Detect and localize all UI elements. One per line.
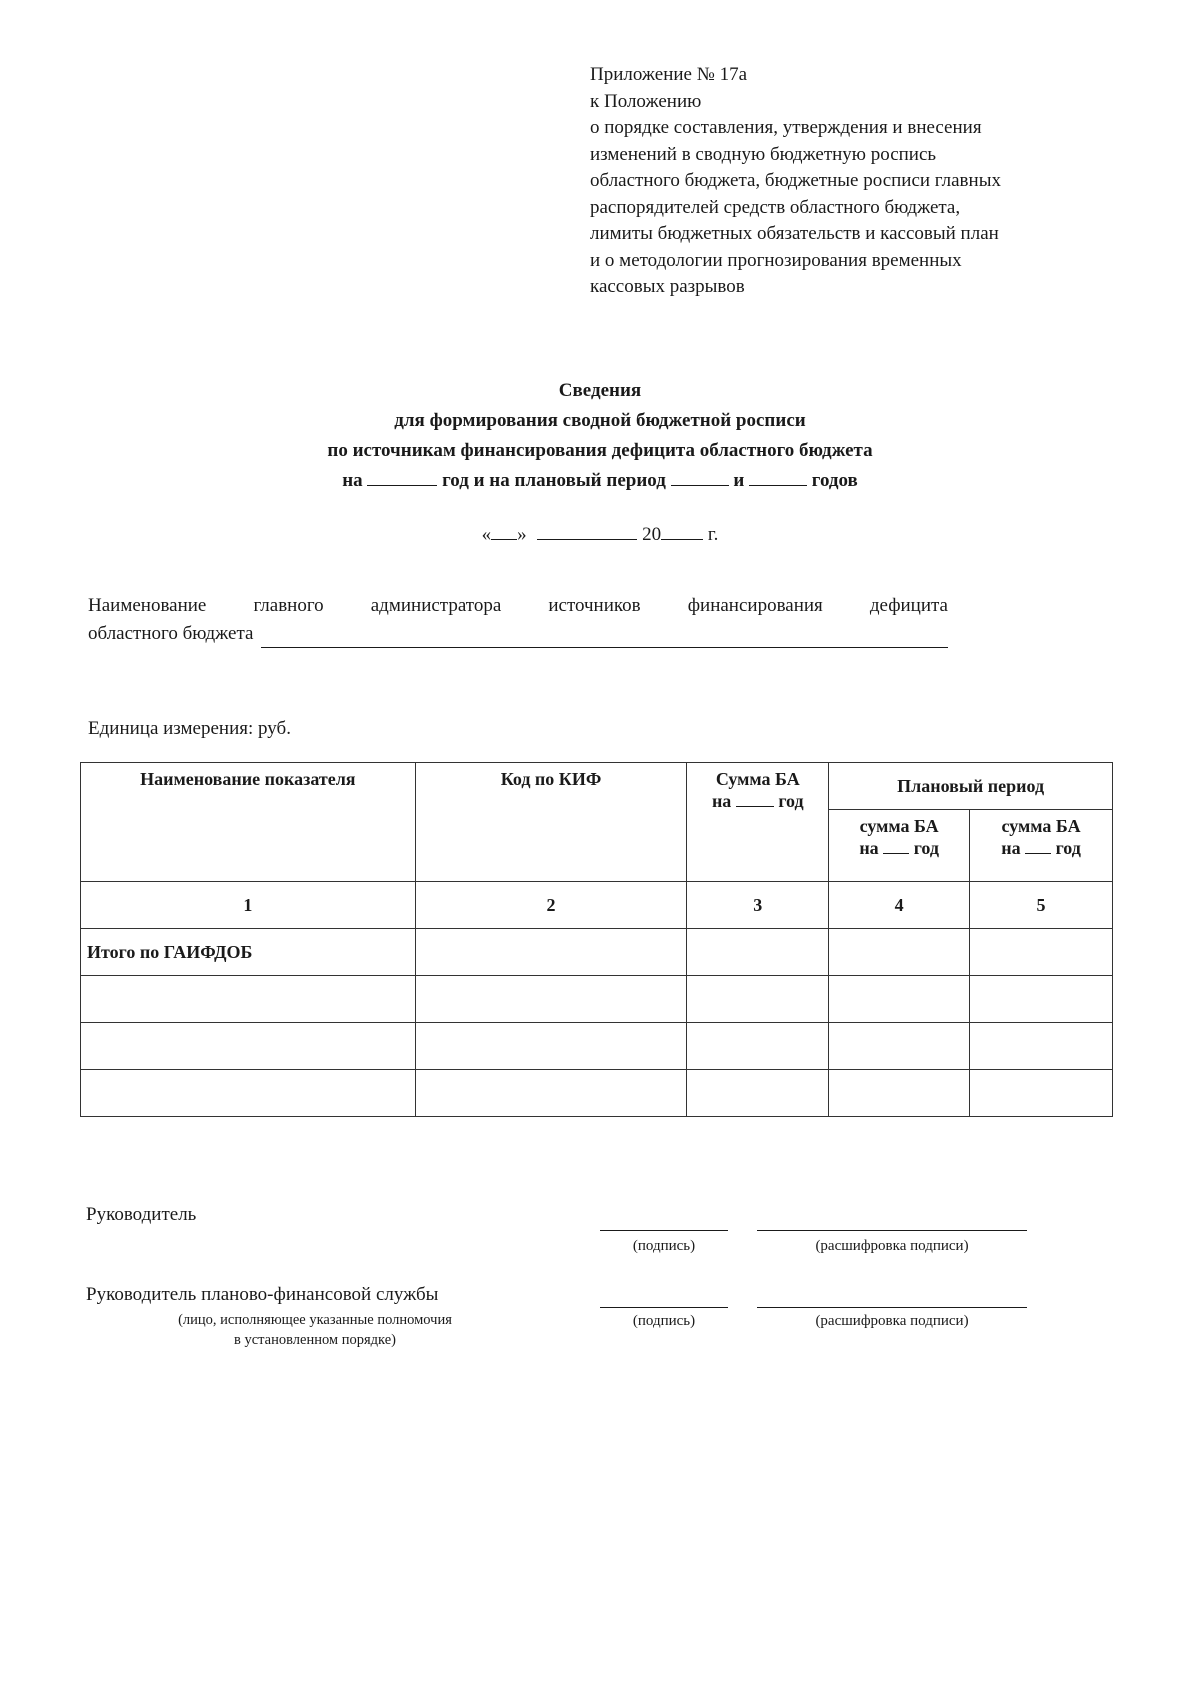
table-cell[interactable]	[687, 929, 829, 976]
annex-reference	[590, 62, 1150, 301]
annex-line: кассовых разрывов	[590, 276, 745, 297]
table-cell[interactable]	[687, 1023, 829, 1070]
column-number: 5	[970, 882, 1113, 929]
acting-person-note	[100, 1310, 530, 1350]
administrator-name-block	[88, 592, 948, 648]
title-word: год и на плановый период	[442, 470, 666, 491]
table-cell[interactable]	[81, 1070, 416, 1117]
annex-line: о порядке составления, утверждения и внесения	[590, 117, 982, 138]
finance-head-label: Руководитель планово-финансовой службы	[86, 1284, 439, 1305]
table-cell[interactable]	[415, 1023, 687, 1070]
month-field[interactable]	[537, 520, 637, 540]
label-word: администратора	[370, 595, 502, 616]
title-period-line	[0, 466, 1200, 496]
decode-caption: (расшифровка подписи)	[815, 1238, 969, 1254]
label-word: финансирования	[687, 595, 823, 616]
head-signatory-label: Руководитель	[86, 1204, 197, 1225]
budget-year-field[interactable]	[367, 466, 437, 486]
label-word: источников	[548, 595, 641, 616]
annex-line: Приложение № 17а	[590, 64, 748, 85]
day-field[interactable]	[491, 520, 517, 540]
header-plan-sum-1	[829, 810, 970, 882]
administrator-label	[88, 592, 948, 620]
column-number: 2	[415, 882, 687, 929]
table-cell[interactable]	[970, 1023, 1113, 1070]
year-field[interactable]	[661, 520, 703, 540]
head-name-line[interactable]	[757, 1230, 1027, 1231]
date-line	[0, 520, 1200, 546]
annex-line: распорядителей средств областного бюджета,	[590, 196, 961, 218]
plan-year1-field[interactable]	[671, 466, 729, 486]
plan-year2-field[interactable]	[749, 466, 807, 486]
column-number: 3	[687, 882, 829, 929]
header-text: Сумма БА	[715, 769, 800, 789]
header-text: сумма БА	[1001, 816, 1081, 836]
header-text: сумма БА	[859, 816, 939, 836]
date-quote: «	[481, 524, 492, 545]
table-cell[interactable]	[829, 929, 970, 976]
header-indicator-name: Наименование показателя	[81, 763, 416, 882]
table-cell[interactable]	[415, 929, 687, 976]
administrator-label-end: областного бюджета	[88, 623, 254, 644]
year-suffix: г.	[707, 524, 719, 545]
note-line: (лицо, исполняющее указанные полномочия	[178, 1312, 452, 1328]
decode-caption: (расшифровка подписи)	[815, 1313, 969, 1329]
signature-caption: (подпись)	[632, 1238, 696, 1254]
annex-line: и о методологии прогнозирования временных	[590, 249, 962, 271]
total-row	[81, 929, 1113, 976]
unit-of-measure: Единица измерения: руб.	[88, 718, 291, 739]
data-table	[80, 762, 1113, 1117]
note-line: в установленном порядке)	[234, 1332, 396, 1348]
label-word: Наименование	[88, 595, 207, 616]
table-cell[interactable]	[829, 976, 970, 1023]
table-cell[interactable]	[687, 1070, 829, 1117]
header-planning-period: Плановый период	[829, 763, 1113, 810]
annex-line: изменений в сводную бюджетную роспись	[590, 143, 937, 165]
column-number: 1	[81, 882, 416, 929]
header-text: на год	[1001, 838, 1081, 858]
header-plan-sum-2	[970, 810, 1113, 882]
signature-caption: (подпись)	[632, 1313, 696, 1329]
table-cell[interactable]	[81, 976, 416, 1023]
table-row	[81, 1023, 1113, 1070]
table-row	[81, 976, 1113, 1023]
annex-line: лимиты бюджетных обязательств и кассовый план	[590, 223, 999, 244]
document-title	[0, 376, 1200, 496]
table-cell[interactable]	[829, 1023, 970, 1070]
annex-line: областного бюджета, бюджетные росписи главных	[590, 170, 1001, 191]
total-label: Итого по ГАИФДОБ	[81, 929, 416, 976]
table-cell[interactable]	[415, 1070, 687, 1117]
year-prefix: 20	[642, 524, 662, 545]
annex-line: к Положению	[590, 90, 702, 112]
administrator-name-field[interactable]	[261, 628, 948, 648]
column-number: 4	[829, 882, 970, 929]
head-signature-line[interactable]	[600, 1230, 728, 1231]
title-line: по источникам финансирования дефицита областного бюджета	[327, 440, 873, 461]
table-cell[interactable]	[829, 1070, 970, 1117]
table-cell[interactable]	[415, 976, 687, 1023]
header-text: на год	[859, 838, 939, 858]
finance-name-line[interactable]	[757, 1307, 1027, 1308]
finance-signature-line[interactable]	[600, 1307, 728, 1308]
header-text: на год	[711, 791, 804, 811]
header-budget-sum	[687, 763, 829, 882]
table-row	[81, 1070, 1113, 1117]
date-quote: »	[517, 524, 527, 545]
table-cell[interactable]	[81, 1023, 416, 1070]
title-word: на	[342, 470, 363, 491]
title-line: Сведения	[558, 380, 642, 401]
title-line: для формирования сводной бюджетной росписи	[394, 410, 806, 431]
label-word: дефицита	[869, 595, 948, 616]
table-cell[interactable]	[970, 929, 1113, 976]
table-cell[interactable]	[687, 976, 829, 1023]
title-word: и	[733, 470, 745, 491]
table-cell[interactable]	[970, 1070, 1113, 1117]
title-word: годов	[811, 470, 858, 491]
label-word: главного	[253, 595, 324, 616]
table-cell[interactable]	[970, 976, 1113, 1023]
header-kif-code: Код по КИФ	[415, 763, 687, 882]
